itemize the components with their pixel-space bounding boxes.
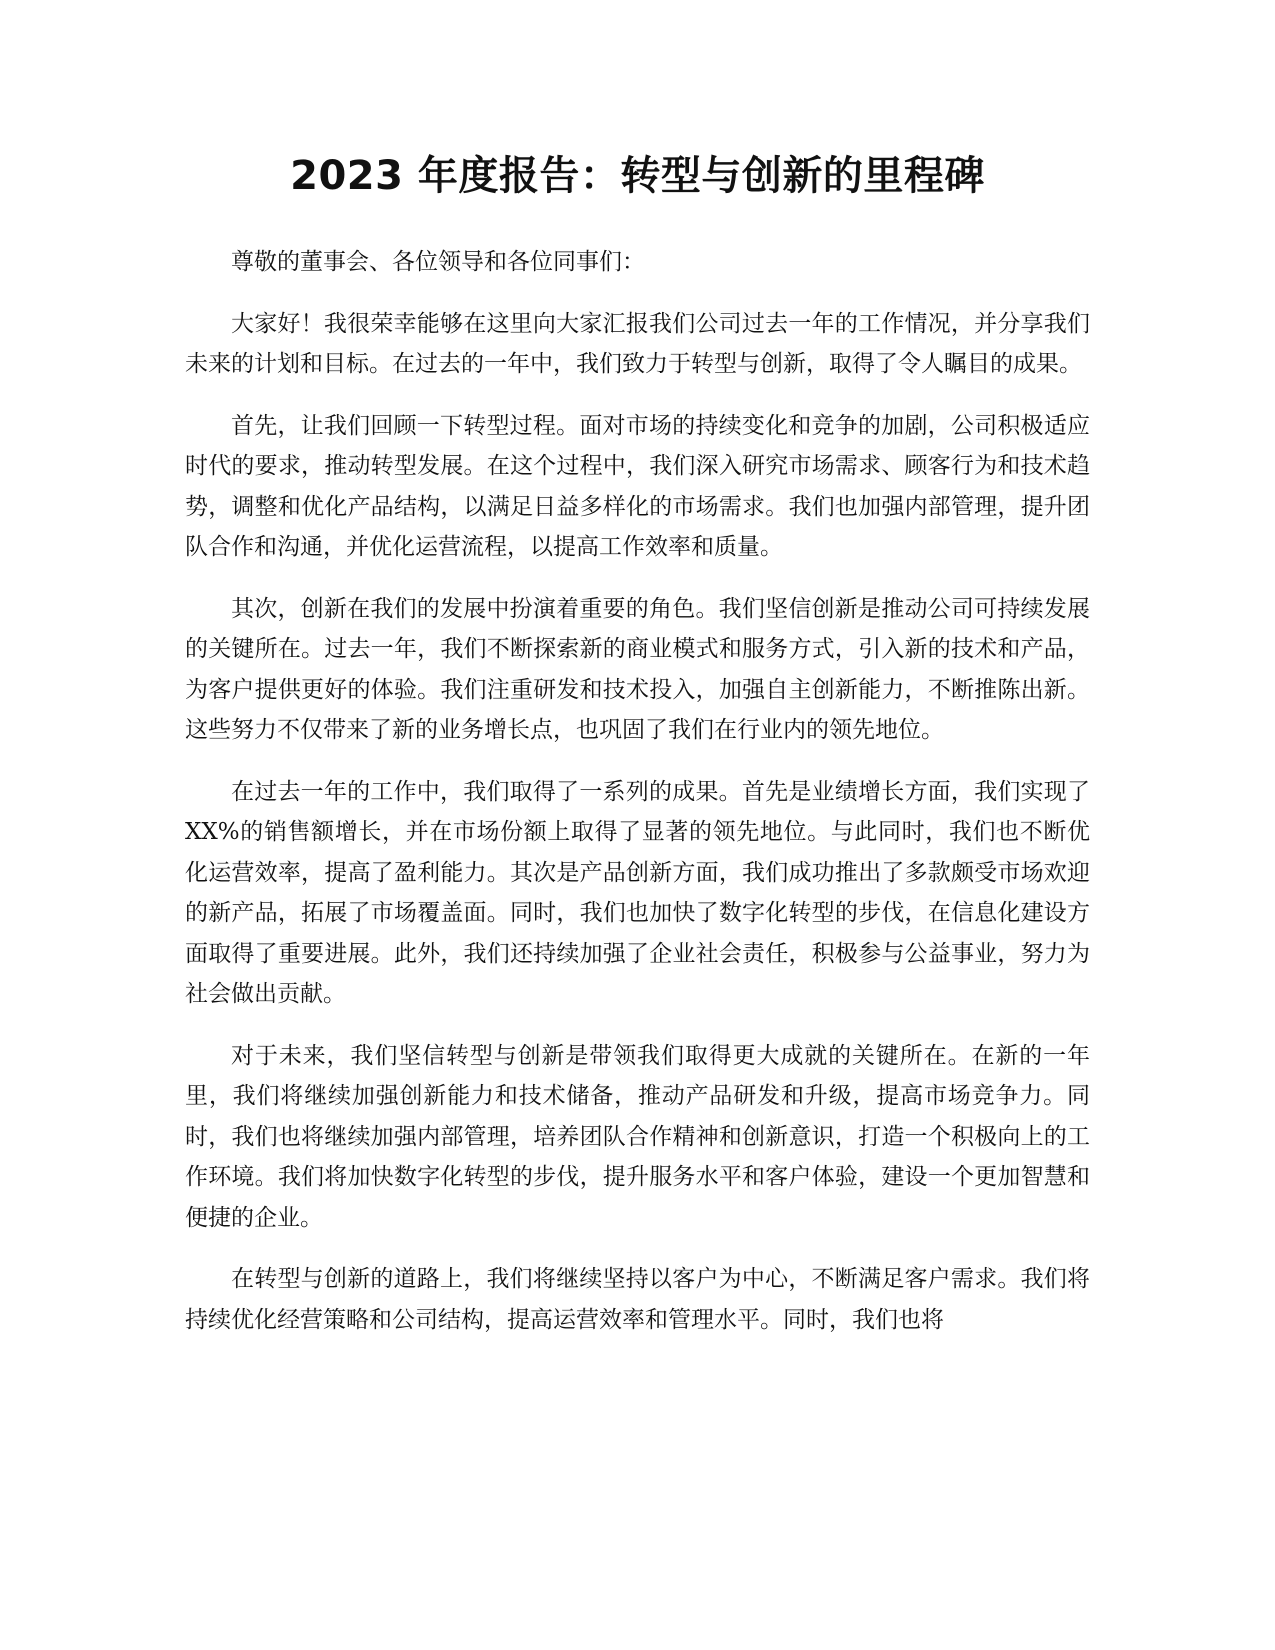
document-title: 2023 年度报告：转型与创新的里程碑 xyxy=(290,153,985,199)
body-paragraph: 首先，让我们回顾一下转型过程。面对市场的持续变化和竞争的加剧，公司积极适应时代的要求，推动转型发展。在这个过程中，我们深入研究市场需求、顾客行为和技术趋势，调整和优化产品结构，以满足日益多样化的市场需求。我们也加强内部管理，提升团队合作和沟通，并优化运营流程，以提高工作效率和质量。 xyxy=(185,412,1090,560)
body-paragraph: 大家好！我很荣幸能够在这里向大家汇报我们公司过去一年的工作情况，并分享我们未来的计划和目标。在过去的一年中，我们致力于转型与创新，取得了令人瞩目的成果。 xyxy=(185,310,1090,377)
salutation-paragraph: 尊敬的董事会、各位领导和各位同事们： xyxy=(231,249,645,275)
body-paragraph: 在转型与创新的道路上，我们将继续坚持以客户为中心，不断满足客户需求。我们将持续优化经营策略和公司结构，提高运营效率和管理水平。同时，我们也将 xyxy=(185,1266,1090,1333)
body-paragraph: 在过去一年的工作中，我们取得了一系列的成果。首先是业绩增长方面，我们实现了 XX%的销售额增长，并在市场份额上取得了显著的领先地位。与此同时，我们也不断优化运营效率，提高了盈利能力。其次是产品创新方面，我们成功推出了多款颇受市场欢迎的新产品，拓展了市场覆盖面。同时，我们也加快了数字化转型的步伐，在信息化建设方面取得了重要进展。此外，我们还持续加强了企业社会责任，积极参与公益事业，努力为社会做出贡献。 xyxy=(185,778,1090,1007)
document-body xyxy=(185,242,1090,1361)
body-paragraph: 其次，创新在我们的发展中扮演着重要的角色。我们坚信创新是推动公司可持续发展的关键所在。过去一年，我们不断探索新的商业模式和服务方式，引入新的技术和产品，为客户提供更好的体验。我们注重研发和技术投入，加强自主创新能力，不断推陈出新。这些努力不仅带来了新的业务增长点，也巩固了我们在行业内的领先地位。 xyxy=(185,595,1090,743)
body-paragraph: 对于未来，我们坚信转型与创新是带领我们取得更大成就的关键所在。在新的一年里，我们将继续加强创新能力和技术储备，推动产品研发和升级，提高市场竞争力。同时，我们也将继续加强内部管理，培养团队合作精神和创新意识，打造一个积极向上的工作环境。我们将加快数字化转型的步伐，提升服务水平和客户体验，建设一个更加智慧和便捷的企业。 xyxy=(185,1042,1090,1231)
